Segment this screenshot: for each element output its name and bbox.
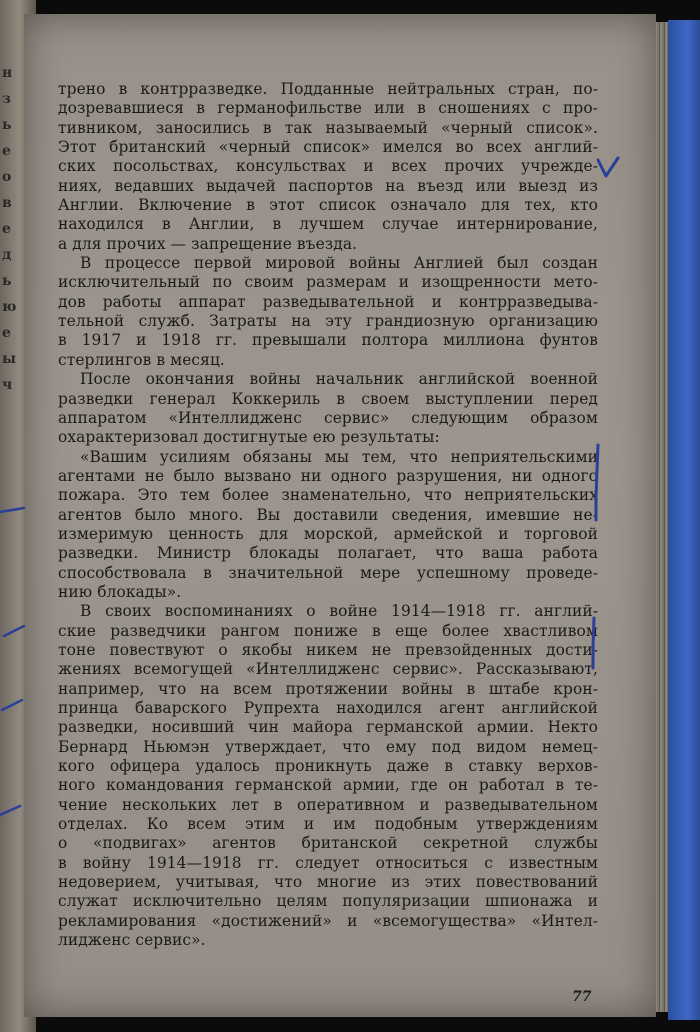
text-line: ских посольствах, консульствах и всех прочих учрежде- <box>58 157 598 176</box>
text-line: В своих воспоминаниях о войне 1914—1918 гг. англий- <box>80 602 598 621</box>
text-line: разведки. Министр блокады полагает, что ваша работа <box>58 544 598 563</box>
facing-page-pen-mark-3 <box>2 700 22 710</box>
facing-page-fragment: о <box>2 169 12 185</box>
facing-page-fragment: ь <box>2 117 12 133</box>
page-number: 77 <box>572 989 592 1005</box>
text-line: а для прочих — запрещение въезда. <box>58 234 358 253</box>
text-line: стерлингов в месяц. <box>58 350 225 369</box>
text-line: жениях всемогущей «Интеллидженс сервис». Рассказывают, <box>58 660 598 679</box>
text-line: В процессе первой мировой войны Англией был создан <box>80 254 598 273</box>
text-line: находился в Англии, в лучшем случае интернирование, <box>58 215 598 234</box>
text-line: способствовала в значительной мере успешному проведе- <box>58 563 598 582</box>
text-line: рекламирования «достижений» и «всемогущества» «Интел- <box>58 911 598 930</box>
text-line: измеримую ценность для морской, армейской и торговой <box>58 524 598 543</box>
facing-page-pen-mark-4 <box>0 806 20 815</box>
text-line: аппаратом «Интеллидженс сервис» следующим образом <box>58 408 598 427</box>
facing-page-fragment: е <box>2 325 11 341</box>
facing-page-fragment: ы <box>2 351 17 367</box>
text-line: разведки генерал Коккериль в своем выступлении перед <box>58 389 598 408</box>
checkmark-pen-mark <box>598 158 618 176</box>
text-line: кого офицера удалось проникнуть даже в ставку верхов- <box>58 757 598 776</box>
text-line: недоверием, учитывая, что многие из этих повествований <box>58 873 598 892</box>
text-line: в войну 1914—1918 гг. следует относиться с известным <box>58 853 598 872</box>
text-line: ские разведчики рангом пониже в еще более хвастливом <box>58 621 598 640</box>
text-line: Этот британский «черный список» имелся во всех англий- <box>58 138 598 157</box>
text-line: После окончания войны начальник английской военной <box>80 370 598 389</box>
facing-page-fragment: н <box>2 65 13 81</box>
text-line: агентами не было вызвано ни одного разрушения, ни одного <box>58 466 598 485</box>
text-line: нию блокады». <box>58 582 182 601</box>
margin-line-pen-mark-lower <box>593 618 594 668</box>
text-line: например, что на всем протяжении войны в штабе крон- <box>58 679 598 698</box>
text-line: принца баварского Рупрехта находился агент английской <box>58 699 598 717</box>
text-line: ного командования германской армии, где он работал в те- <box>58 776 598 795</box>
text-line: тоне повествуют о якобы никем не превзойденных дости- <box>58 640 598 659</box>
text-line: дозревавшиеся в германофильстве или в сношениях с про- <box>58 99 598 118</box>
text-line: пожара. Это тем более знаменательно, что неприятельских <box>58 486 598 505</box>
text-line: в 1917 и 1918 гг. превышали полтора миллиона фунтов <box>58 331 598 350</box>
facing-page-fragment: е <box>2 221 11 237</box>
facing-page-pen-mark-2 <box>4 626 24 636</box>
text-line: исключительный по своим размерам и изощренности мето- <box>58 273 598 292</box>
text-line: служат исключительно целям популяризации шпионажа и <box>58 892 598 911</box>
text-line: ниях, ведавших выдачей паспортов на въезд или выезд из <box>58 176 598 195</box>
text-line: разведки, носивший чин майора германской армии. Некто <box>58 718 598 737</box>
facing-page-pen-mark-1 <box>0 508 24 512</box>
text-line: отделах. Ко всем этим и им подобным утверждениям <box>58 815 598 834</box>
text-line: «Вашим усилиям обязаны мы тем, что неприятельскими <box>80 447 598 466</box>
facing-page-fragment: в <box>2 195 12 211</box>
facing-page-fragment: ю <box>2 299 17 315</box>
facing-page-fragment: д <box>2 247 12 263</box>
facing-page-fragment: ь <box>2 273 12 289</box>
text-line: тивником, заносились в так называемый «черный список». <box>58 118 598 137</box>
text-line: охарактеризовал достигнутые ею результаты: <box>58 428 440 447</box>
text-line: агентов было много. Вы доставили сведения, имевшие не- <box>58 505 598 524</box>
text-line: чение нескольких лет в оперативном и разведывательном <box>58 795 598 814</box>
text-line: тельной служб. Затраты на эту грандиозную организацию <box>58 312 598 331</box>
text-line: Бернард Ньюмэн утверждает, что ему под видом немец- <box>58 737 598 756</box>
facing-page-fragment: з <box>2 91 11 107</box>
text-line: лидженс сервис». <box>58 931 206 950</box>
facing-page-fragment: ч <box>2 377 13 393</box>
text-line: о «подвигах» агентов британской секретной службы <box>58 834 598 853</box>
text-line: дов работы аппарат разведывательной и контрразведыва- <box>58 292 598 311</box>
text-line: трено в контрразведке. Подданные нейтральных стран, по- <box>58 80 598 98</box>
facing-page-fragment: е <box>2 143 11 159</box>
margin-line-pen-mark <box>596 445 598 520</box>
text-line: Англии. Включение в этот список означало для тех, кто <box>58 196 598 215</box>
